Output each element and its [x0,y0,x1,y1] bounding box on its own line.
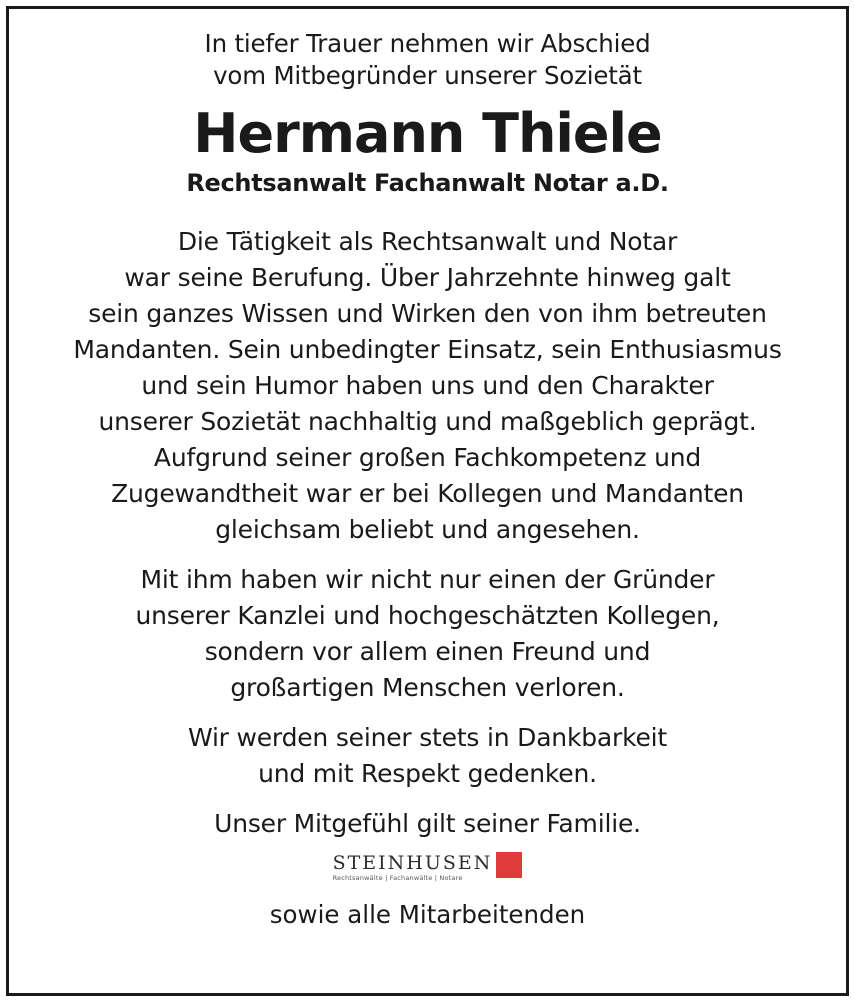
paragraph-line: großartigen Menschen verloren. [230,673,625,702]
intro-line: vom Mitbegründer unserer Sozietät [213,61,642,90]
paragraph-line: gleichsam beliebt und angesehen. [215,515,640,544]
paragraph-line: unserer Sozietät nachhaltig und maßgeblich geprägt. [98,407,757,436]
paragraph-line: Aufgrund seiner großen Fachkompetenz und [153,443,702,472]
intro-line: In tiefer Trauer nehmen wir Abschied [204,29,651,58]
logo-square-icon [496,852,522,878]
firm-logo-row [9,842,846,896]
obituary-content [9,9,846,932]
firm-logo-name: STEINHUSEN [332,852,493,874]
obituary-frame [6,6,849,996]
paragraph-line: Unser Mitgefühl gilt seiner Familie. [214,809,641,838]
paragraph-tribute [9,224,846,548]
paragraph-sympathy [9,806,846,842]
paragraph-line: sondern vor allem einen Freund und [204,637,651,666]
firm-logo-text [333,852,493,883]
paragraph-line: und mit Respekt gedenken. [258,759,597,788]
paragraph-line: Wir werden seiner stets in Dankbarkeit [187,723,668,752]
paragraph-line: und sein Humor haben uns und den Charakter [141,371,714,400]
deceased-title: Rechtsanwalt Fachanwalt Notar a.D. [186,169,669,197]
paragraph-remembrance [9,720,846,792]
deceased-name: Hermann Thiele [193,102,662,165]
paragraph-line: Zugewandtheit war er bei Kollegen und Mandanten [111,479,744,508]
closing-line: sowie alle Mitarbeitenden [269,900,586,929]
paragraph-line: sein ganzes Wissen und Wirken den von ihm betreuten [88,299,767,328]
firm-logo [333,852,523,896]
intro-text [9,28,846,92]
paragraph-line: Die Tätigkeit als Rechtsanwalt und Notar [177,227,678,256]
paragraph-line: war seine Berufung. Über Jahrzehnte hinweg galt [124,263,731,292]
paragraph-loss [9,562,846,706]
firm-logo-subtitle: Rechtsanwälte | Fachanwälte | Notare [332,874,463,882]
paragraph-line: Mit ihm haben wir nicht nur einen der Gründer [140,565,715,594]
paragraph-line: Mandanten. Sein unbedingter Einsatz, sein Enthusiasmus [73,335,782,364]
paragraph-line: unserer Kanzlei und hochgeschätzten Kollegen, [135,601,720,630]
